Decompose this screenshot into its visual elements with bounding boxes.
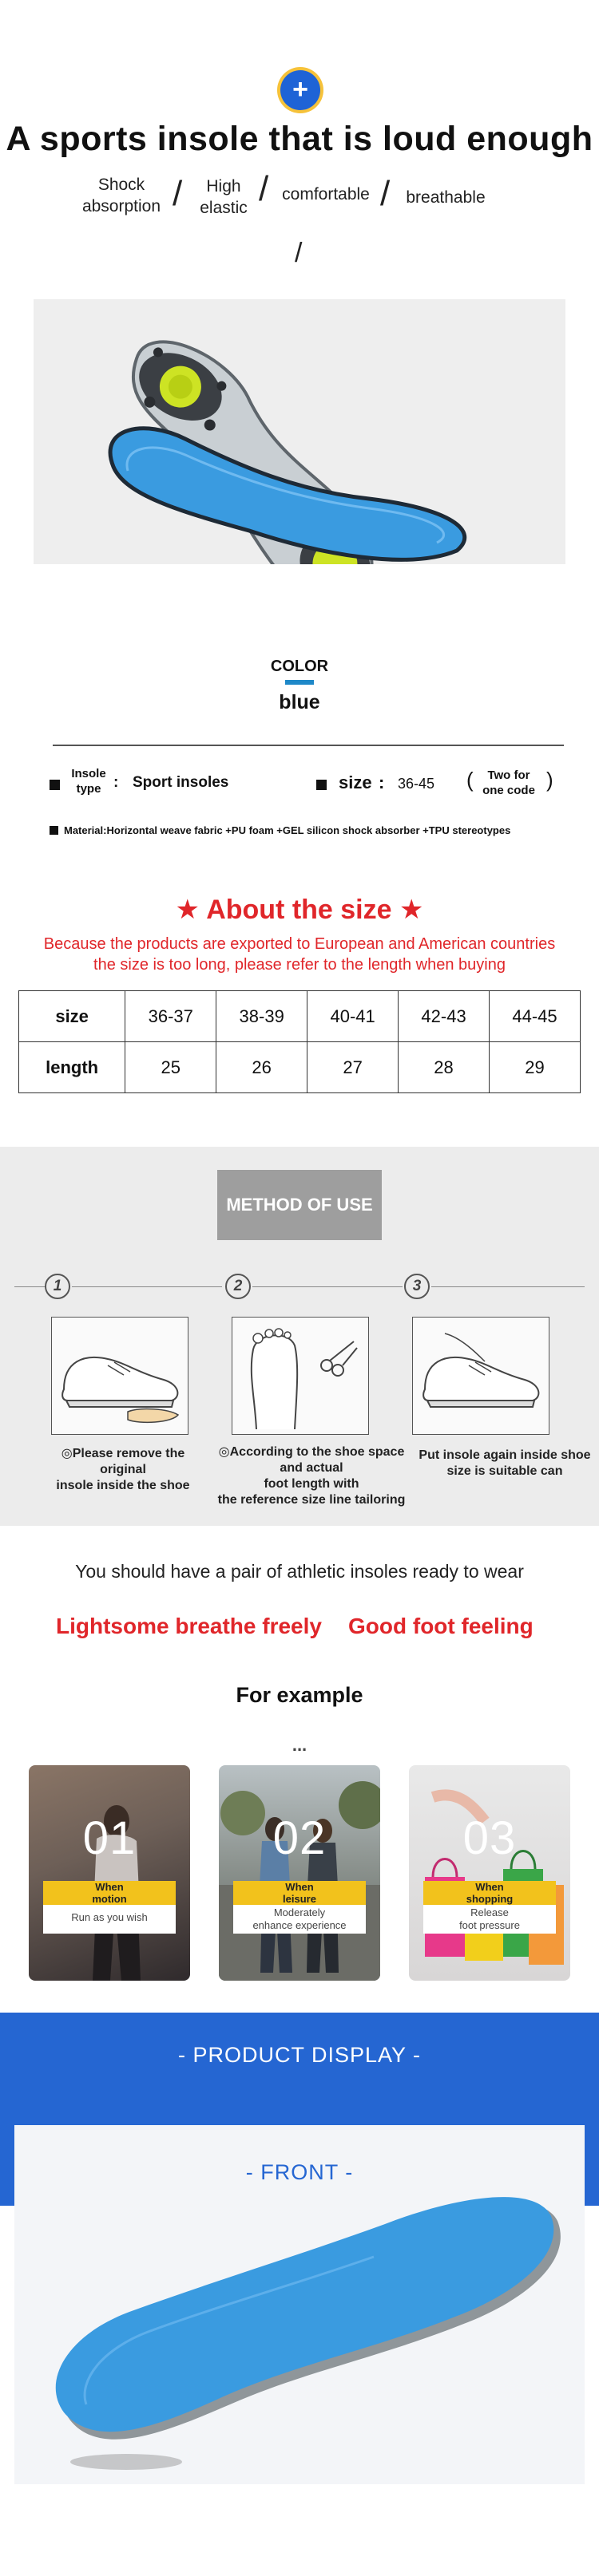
example-card-motion [29,1765,190,1981]
divider [53,745,564,746]
material-label: Material [64,824,104,836]
wear-intro: You should have a pair of athletic insoles ready to wear [75,1561,524,1582]
example-label [423,1881,556,1905]
step-3-text [411,1448,599,1480]
product-image [34,299,565,564]
size-table [18,990,581,1093]
runner-photo [29,1765,190,1981]
front-label: - FRONT - [245,2160,354,2184]
step-text-line: Put insole again inside shoe [419,1448,591,1462]
example-label [43,1881,176,1905]
desc-line: Run as you wish [71,1911,148,1923]
example-number: 01 [82,1812,137,1864]
step-line [252,1286,403,1287]
note-line: Because the products are exported to European and American countries [43,935,556,953]
bullet-square-icon [50,826,58,835]
step-line [14,1286,46,1287]
couple-photo [219,1765,380,1981]
label-line: Insole [71,767,106,780]
feature-shock-absorption [73,174,169,217]
note-line: one code [482,784,535,797]
example-label [233,1881,366,1905]
feature-breathable: breathable [406,188,486,207]
desc-line: enhance experience [252,1919,347,1931]
step-line [431,1286,585,1287]
table-cell: 44-45 [490,991,581,1042]
step-text-line: size is suitable can [446,1464,563,1478]
step-line [217,1444,406,1460]
color-value: blue [279,691,320,713]
step-line [72,1286,222,1287]
dots: ... [292,1735,307,1755]
step-number-badge: 3 [404,1274,430,1299]
desc-line: Release [470,1906,509,1918]
table-header-cell: length [19,1042,125,1093]
step-number-badge: 2 [225,1274,251,1299]
note-line: the size is too long, please refer to the length when buying [93,956,506,974]
wear-point-breathe: Lightsome breathe freely [56,1614,322,1638]
label-line: leisure [283,1893,316,1905]
feature-high-elastic [192,176,256,219]
shoe-icon [52,1318,188,1434]
step-2-text [217,1444,406,1508]
example-number: 03 [462,1812,517,1864]
example-card-shopping [409,1765,570,1981]
star-icon: ★ [175,895,200,925]
feature-comfortable: comfortable [282,185,370,203]
table-header-cell: size [19,991,125,1042]
example-desc [423,1905,556,1934]
foot-icon [232,1318,368,1434]
insole-type-label [64,766,113,796]
bullet-icon: ◎ [218,1445,230,1459]
table-cell: 26 [216,1042,307,1093]
label-line: type [76,782,101,796]
insole-front-image [14,2173,585,2484]
color-label: COLOR [270,658,329,675]
example-desc [233,1905,366,1934]
size-section-title [0,894,599,926]
star-icon: ★ [399,895,424,925]
example-desc [43,1905,176,1934]
table-cell: 38-39 [216,991,307,1042]
paren-close: ) [546,768,553,792]
shoe-icon [413,1318,549,1434]
step-text-line: According to the shoe space [229,1445,405,1459]
note-line: Two for [487,768,530,782]
feature-line: Shock [97,176,145,194]
label-line: When [475,1881,504,1893]
step-text-line: insole inside the shoe [56,1479,190,1492]
colon: : [379,772,385,792]
wear-point-feeling: Good foot feeling [348,1614,534,1638]
feature-separator: / [173,174,183,213]
insole-type-value: Sport insoles [133,774,229,791]
step-number-badge: 1 [45,1274,70,1299]
table-cell: 25 [125,1042,216,1093]
feature-line: elastic [200,199,248,217]
material-value: Horizontal weave fabric +PU foam +GEL silicon shock absorber +TPU stereotypes [106,824,511,836]
label-line: When [285,1881,314,1893]
table-cell: 27 [307,1042,399,1093]
desc-line: Moderately [273,1906,326,1918]
label-line: When [95,1881,124,1893]
feature-line: High [206,177,241,196]
bullet-square-icon [316,780,327,790]
step-text-line: foot length with [264,1477,359,1491]
bullet-square-icon [50,780,60,790]
for-example-heading: For example [236,1683,363,1707]
feature-separator: / [380,174,391,213]
table-cell: 28 [399,1042,490,1093]
table-row [19,991,581,1042]
feature-separator: / [259,169,269,208]
plus-icon[interactable]: + [280,70,320,110]
desc-line: foot pressure [459,1919,520,1931]
shopping-bags-photo [409,1765,570,1981]
size-value: 36-45 [398,776,435,792]
size-note [0,934,599,975]
step-2-illustration [232,1317,369,1435]
size-label: size [339,772,372,792]
material-line [64,824,510,836]
table-row [19,1042,581,1093]
step-text-line: and actual [280,1461,343,1475]
colon: : [113,774,119,791]
feature-line: absorption [81,197,161,215]
table-cell: 29 [490,1042,581,1093]
color-swatch [285,680,314,685]
feature-separator: / [295,238,303,268]
example-number: 02 [272,1812,327,1864]
example-card-leisure [219,1765,380,1981]
table-cell: 42-43 [399,991,490,1042]
step-text-line: the reference size line tailoring [217,1493,406,1507]
size-title-text: About the size [206,895,392,925]
colon: : [103,824,107,836]
step-3-illustration [412,1317,549,1435]
label-line: motion [92,1893,127,1905]
scissors-icon [321,1341,357,1376]
table-cell: 36-37 [125,991,216,1042]
product-display-title: - PRODUCT DISPLAY - [177,2043,422,2067]
step-1-text [43,1446,203,1494]
step-line [43,1446,203,1478]
page-title: A sports insole that is loud enough [6,120,593,158]
step-text-line: Please remove the original [72,1447,185,1476]
bullet-icon: ◎ [61,1447,73,1460]
paren-open: ( [466,768,474,792]
method-title: METHOD OF USE [217,1170,382,1240]
label-line: shopping [466,1893,514,1905]
step-1-illustration [51,1317,188,1435]
code-note [471,768,546,798]
table-cell: 40-41 [307,991,399,1042]
